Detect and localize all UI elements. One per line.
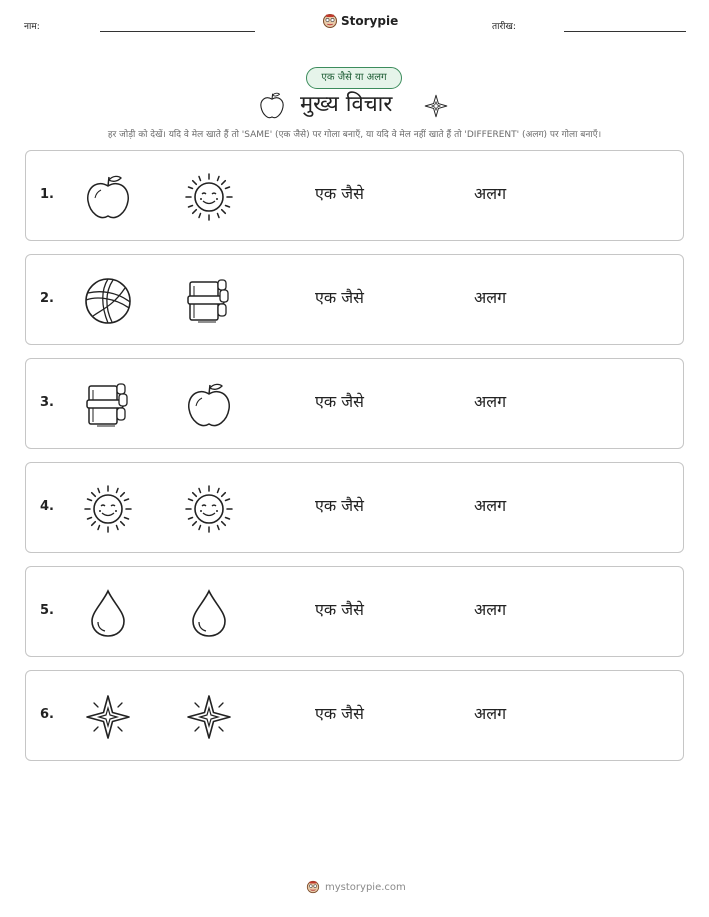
question-number: 2. — [40, 291, 54, 306]
same-option[interactable]: एक जैसे — [315, 600, 364, 619]
same-option[interactable]: एक जैसे — [315, 392, 364, 411]
brand-logo — [322, 13, 398, 29]
question-row-5 — [25, 566, 684, 657]
question-number: 6. — [40, 707, 54, 722]
same-option[interactable]: एक जैसे — [315, 184, 364, 203]
question-row-4 — [25, 462, 684, 553]
question-number: 4. — [40, 499, 54, 514]
water-drop-icon — [83, 588, 133, 638]
question-row-6 — [25, 670, 684, 761]
different-option[interactable]: अलग — [474, 392, 507, 411]
same-option[interactable]: एक जैसे — [315, 496, 364, 515]
topic-tag: एक जैसे या अलग — [306, 67, 402, 89]
question-number: 1. — [40, 187, 54, 202]
question-row-1 — [25, 150, 684, 241]
question-row-3 — [25, 358, 684, 449]
sun-icon — [184, 172, 234, 222]
apple-icon — [184, 380, 234, 430]
same-option[interactable]: एक जैसे — [315, 704, 364, 723]
footer-url: mystorypie.com — [325, 881, 406, 893]
different-option[interactable]: अलग — [474, 600, 507, 619]
different-option[interactable]: अलग — [474, 704, 507, 723]
sparkle-star-icon — [83, 692, 133, 742]
same-option[interactable]: एक जैसे — [315, 288, 364, 307]
books-icon — [83, 380, 133, 430]
water-drop-icon — [184, 588, 234, 638]
question-number: 3. — [40, 395, 54, 410]
different-option[interactable]: अलग — [474, 184, 507, 203]
brand-name: Storypie — [341, 14, 399, 28]
name-label: नाम: — [24, 22, 40, 32]
title-row — [0, 90, 709, 122]
sun-icon — [83, 484, 133, 534]
date-label: तारीख: — [492, 22, 516, 32]
different-option[interactable]: अलग — [474, 496, 507, 515]
footer — [306, 880, 406, 894]
storypie-mascot-icon — [322, 13, 338, 29]
sun-icon — [184, 484, 234, 534]
volleyball-icon — [83, 276, 133, 326]
question-number: 5. — [40, 603, 54, 618]
apple-icon — [258, 91, 286, 121]
sparkle-star-icon — [424, 94, 448, 118]
name-field[interactable] — [100, 31, 255, 32]
different-option[interactable]: अलग — [474, 288, 507, 307]
sparkle-star-icon — [184, 692, 234, 742]
page-title: मुख्य विचार — [300, 92, 393, 117]
apple-icon — [83, 172, 133, 222]
date-field[interactable] — [564, 31, 686, 32]
instructions: हर जोड़ी को देखें। यदि वे मेल खाते हैं तो 'SAME' (एक जैसे) पर गोला बनाएँ, या यदि वे मेल नहीं खाते हैं तो 'DIFFERENT' (अलग) पर गोला बनाएँ। — [107, 130, 602, 140]
storypie-mascot-icon — [306, 880, 320, 894]
books-icon — [184, 276, 234, 326]
question-row-2 — [25, 254, 684, 345]
